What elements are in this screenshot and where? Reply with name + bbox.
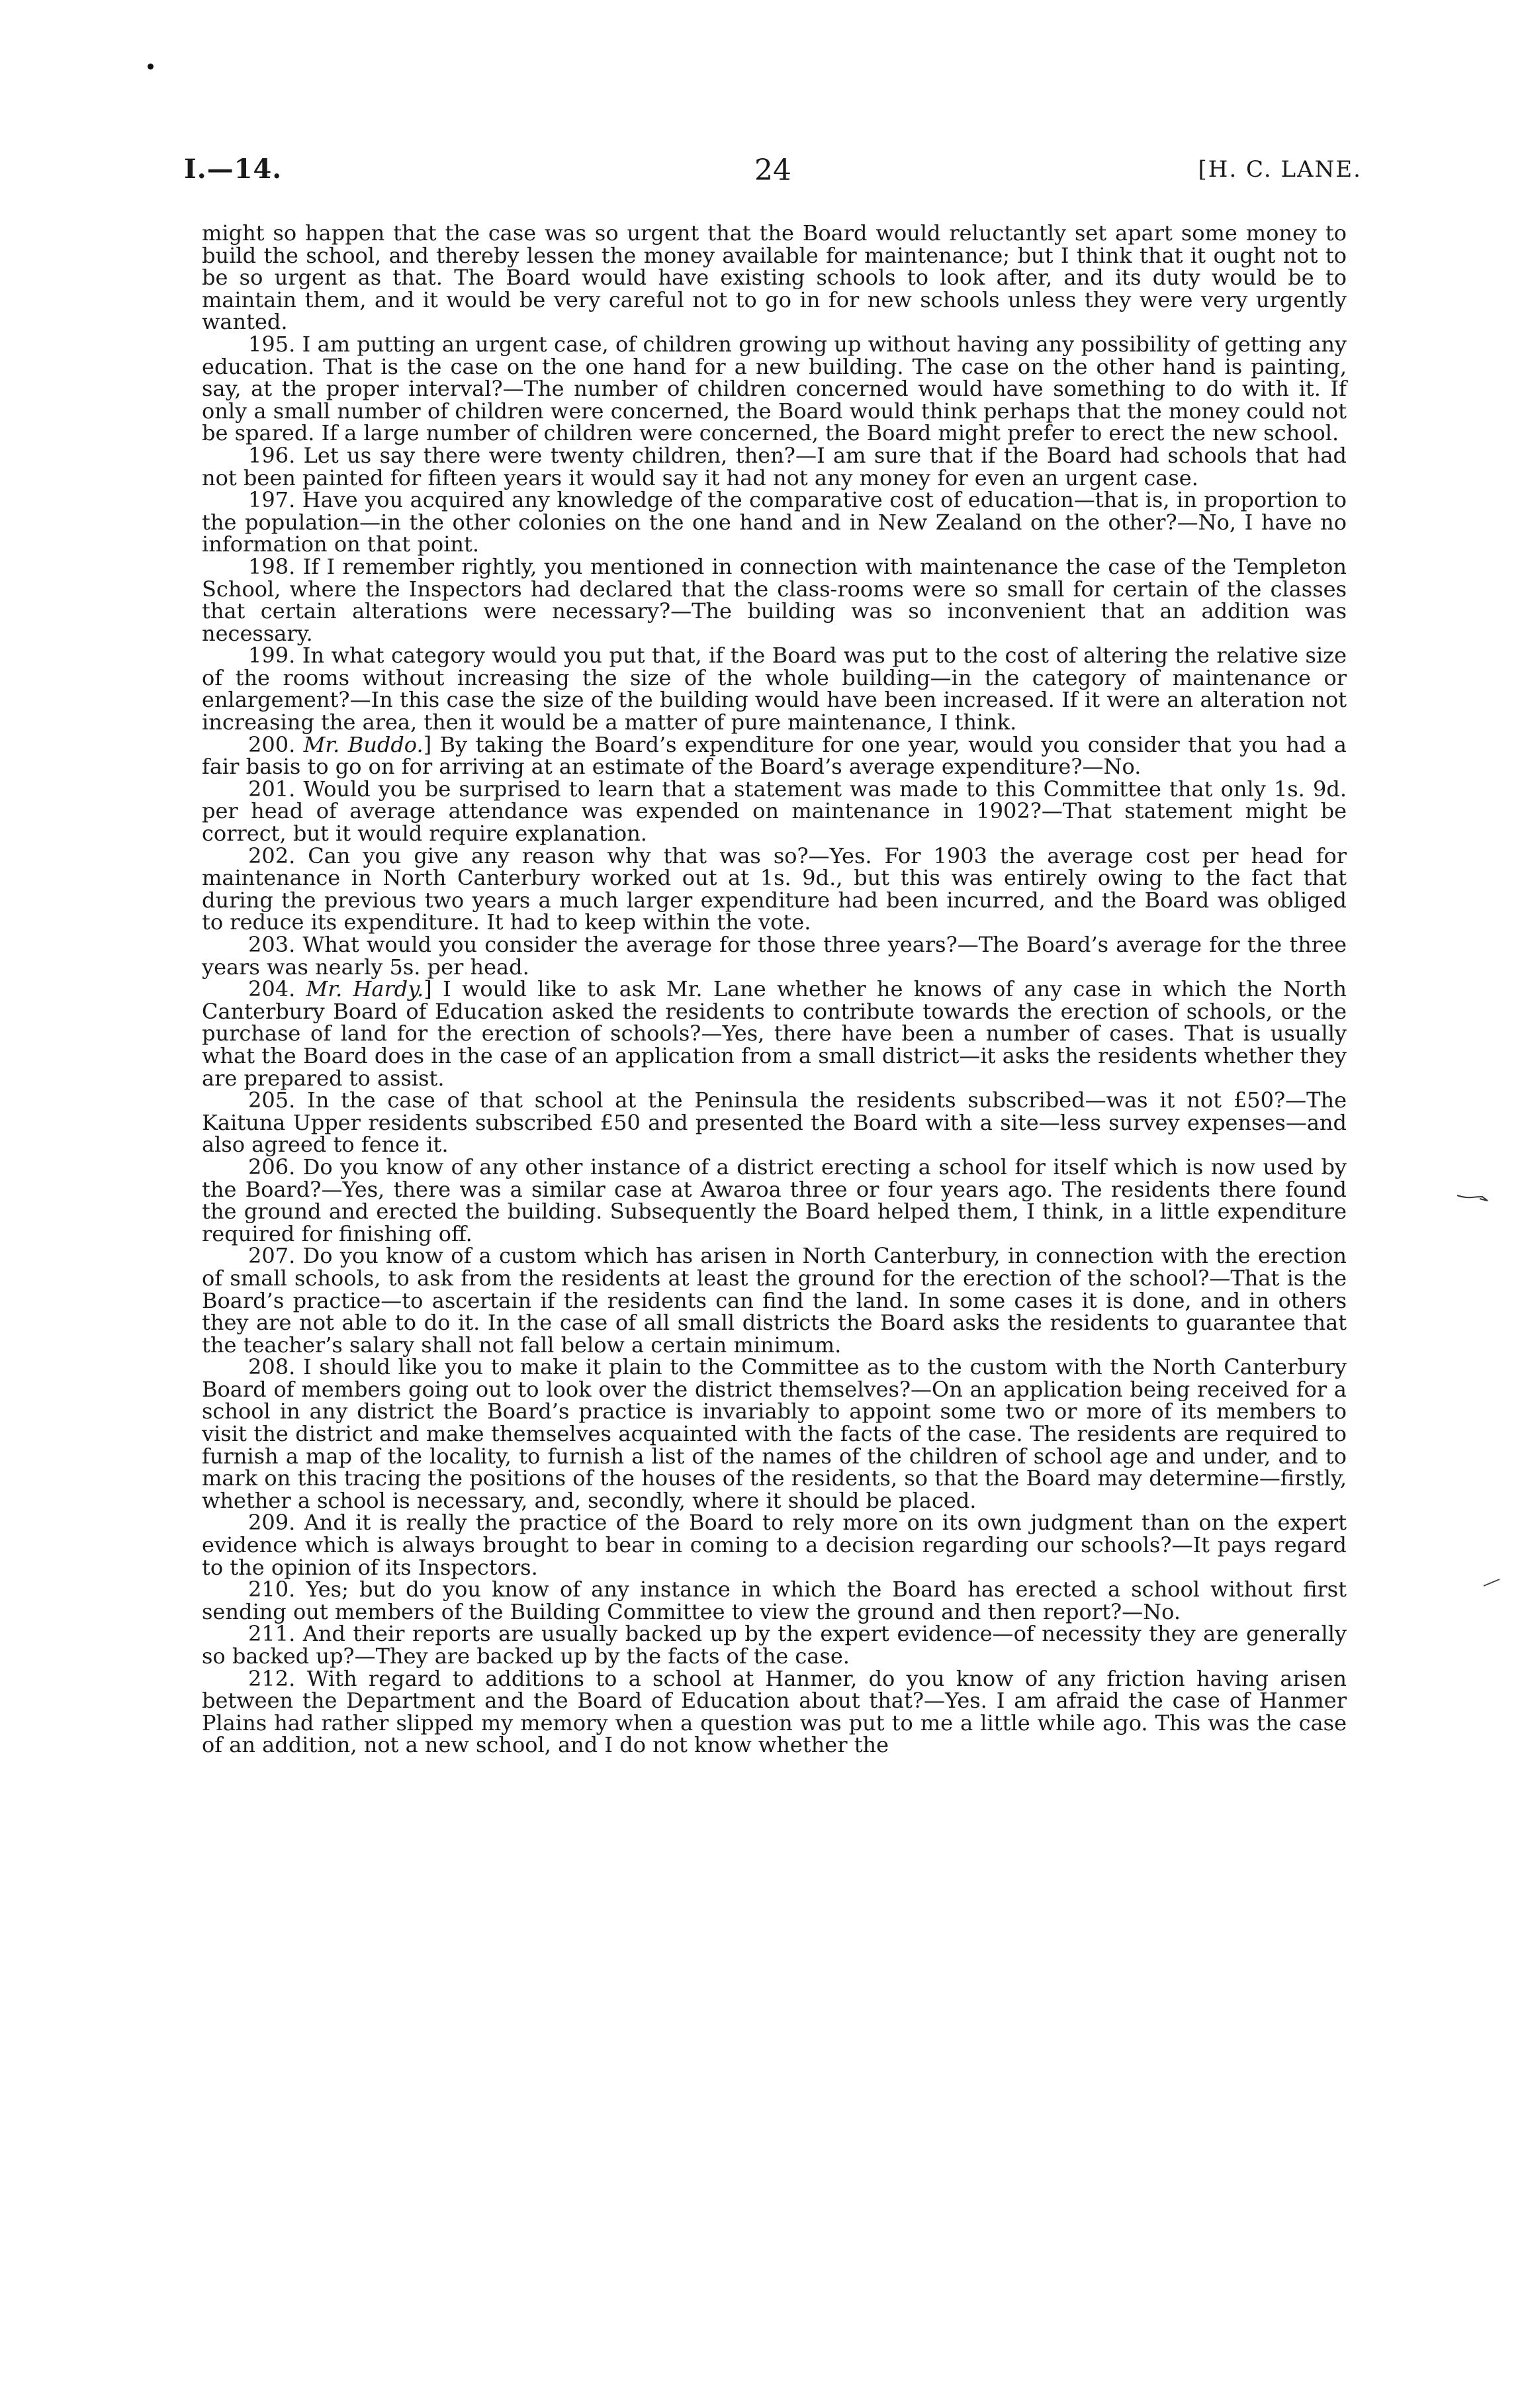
margin-scribble: [1456, 1191, 1489, 1205]
speaker-name: Mr. Buddo.: [303, 731, 424, 757]
paragraph: 208. I should like you to make it plain to the Committee as to the custom with the North Canterbury Board of members going out to look over the district themselves?—On an application being received for a school in any district the Board’s practice is invariably to appoint some two or more of its members to visit the district and make themselves acquainted with the facts of the case. The residents are required to furnish a map of the locality, to furnish a list of the names of the children of school age and under, and to mark on this tracing the positions of the houses of the residents, so that the Board may determine—firstly, whether a school is necessary, and, secondly, where it should be placed.: [202, 1354, 1347, 1513]
paragraph: might so happen that the case was so urgent that the Board would reluctantly set apart some money to build the school, and thereby lessen the money available for maintenance; but I think that it ought not to be so urgent as that. The Board would have existing schools to look after, and its duty would be to maintain them, and it would be very careful not to go in for new schools unless they were very urgently wanted.: [202, 220, 1347, 335]
page-dot: [148, 64, 154, 69]
paragraph: 198. If I remember rightly, you mentioned in connection with maintenance the case of the Templeton School, where the Inspectors had declared that the class-rooms were so small for certain of the classes that certain alterations were necessary?—The building was so inconvenient that an addition was necessary.: [202, 553, 1347, 646]
paragraph: [202, 731, 1347, 780]
paper-reference: I.—14.: [184, 154, 283, 185]
paragraph: 201. Would you be surprised to learn that a statement was made to this Committee that only 1s. 9d. per head of average attendance was expended on maintenance in 1902?—That statement might be correct, but it would require explanation.: [202, 776, 1347, 847]
paragraph: 196. Let us say there were twenty children, then?—I am sure that if the Board had schools that had not been painted for fifteen years it would say it had not any money for even an urgent case.: [202, 442, 1347, 490]
paragraph: 202. Can you give any reason why that was so?—Yes. For 1903 the average cost per head for maintenance in North Canterbury worked out at 1s. 9d., but this was entirely owing to the fact that during the previous two years a much larger expenditure had been incurred, and the Board was obliged to reduce its expenditure. It had to keep within the vote.: [202, 843, 1347, 935]
margin-scribble: [1482, 1575, 1502, 1589]
paragraph-text: ] By taking the Board’s expenditure for one year, would you consider that you had a fair basis to go on for arriving at an estimate of the Board’s average expenditure?—No.: [202, 731, 1347, 780]
page-header: [184, 154, 1362, 193]
paragraph: 212. With regard to additions to a school at Hanmer, do you know of any friction having arisen between the Department and the Board of Education about that?—Yes. I am afraid the case of Hanmer Plains had rather slipped my memory when a question was put to me a little while ago. This was the case of an addition, not a new school, and I do not know whether the: [202, 1665, 1347, 1758]
speaker-name: Mr. Hardy.: [306, 976, 424, 1002]
paragraph: 197. Have you acquired any knowledge of the comparative cost of education—that is, in proportion to the population—in the other colonies on the one hand and in New Zealand on the other?—No, I have no information on that point.: [202, 487, 1347, 557]
paragraph: 207. Do you know of a custom which has arisen in North Canterbury, in connection with the erection of small schools, to ask from the residents at least the ground for the erection of the school?—That is the Board’s practice—to ascertain if the residents can find the land. In some cases it is done, and in others they are not able to do it. In the case of all small districts the Board asks the residents to guarantee that the teacher’s salary shall not fall below a certain minimum.: [202, 1243, 1347, 1358]
page-number: 24: [754, 154, 791, 187]
paragraph: 206. Do you know of any other instance of a district erecting a school for itself which is now used by the Board?—Yes, there was a similar case at Awaroa three or four years ago. The residents there found the ground and erected the building. Subsequently the Board helped them, I think, in a little expenditure required for finishing off.: [202, 1154, 1347, 1246]
paragraph: 203. What would you consider the average for those three years?—The Board’s average for the three years was nearly 5s. per head.: [202, 932, 1347, 980]
paragraph: 199. In what category would you put that, if the Board was put to the cost of altering the relative size of the rooms without increasing the size of the whole building—in the category of maintenance or enlargement?—In this case the size of the building would have been increased. If it were an alteration not increasing the area, then it would be a matter of pure maintenance, I think.: [202, 643, 1347, 735]
paragraph: 210. Yes; but do you know of any instance in which the Board has erected a school without first sending out members of the Building Committee to view the ground and then report?—No.: [202, 1577, 1347, 1624]
paragraph: 205. In the case of that school at the Peninsula the residents subscribed—was it not £50?—The Kaituna Upper residents subscribed £50 and presented the Board with a site—less survey expenses—and also agreed to fence it.: [202, 1088, 1347, 1158]
body-text: [202, 222, 1347, 1757]
paragraph: 211. And their reports are usually backed up by the expert evidence—of necessity they are generally so backed up?—They are backed up by the facts of the case.: [202, 1621, 1347, 1669]
witness-name: [H. C. LANE.: [1198, 156, 1362, 183]
paragraph: [202, 978, 1347, 1089]
paragraph-text: ] I would like to ask Mr. Lane whether he knows of any case in which the North Canterbury Board of Education asked the residents to contribute towards the erection of schools, or the purchase of land for the erection of schools?—Yes, there have been a number of cases. That is usually what the Board does in the case of an application from a small district—it asks the residents whether they are prepared to assist.: [202, 976, 1347, 1091]
question-number: 200.: [248, 731, 296, 757]
paragraph: 209. And it is really the practice of the Board to rely more on its own judgment than on the expert evidence which is always brought to bear in coming to a decision regarding our schools?—It pays regard to the opinion of its Inspectors.: [202, 1510, 1347, 1580]
paragraph: 195. I am putting an urgent case, of children growing up without having any possibility of getting any education. That is the case on the one hand for a new building. The case on the other hand is painting, say, at the proper interval?—The number of children concerned would have something to do with it. If only a small number of children were concerned, the Board would think perhaps that the money could not be spared. If a large number of children were concerned, the Board might prefer to erect the new school.: [202, 331, 1347, 446]
question-number: 204.: [248, 976, 296, 1002]
